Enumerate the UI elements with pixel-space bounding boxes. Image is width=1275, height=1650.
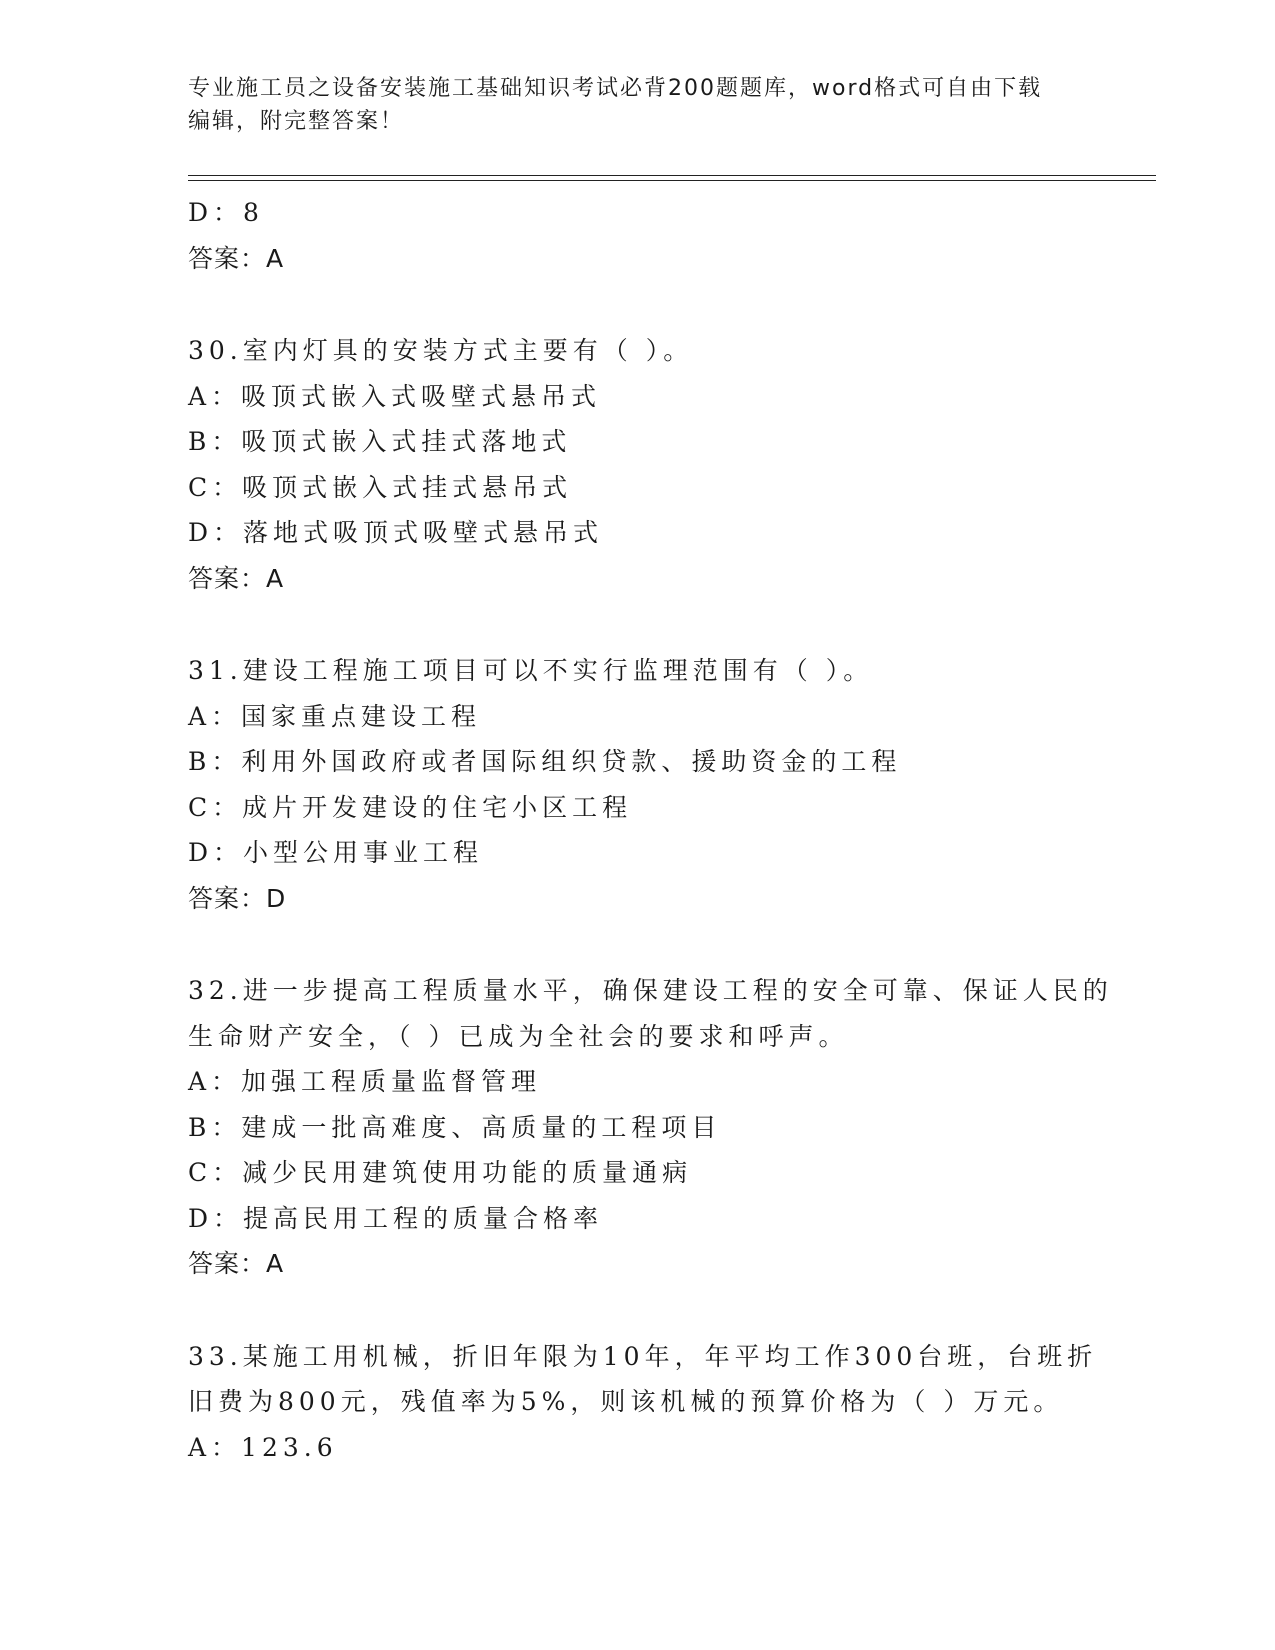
question-stem: 30.室内灯具的安装方式主要有（ ）。: [188, 336, 694, 365]
option-d: D：落地式吸顶式吸壁式悬吊式: [188, 518, 604, 547]
option-a: A：123.6: [188, 1432, 338, 1462]
question-stem-line-2: 旧费为800元，残值率为5%，则该机械的预算价格为（ ）万元。: [188, 1387, 1064, 1416]
question-30: [188, 281, 1088, 601]
option-a: A：加强工程质量监督管理: [188, 1067, 542, 1096]
answer: 答案：A: [188, 1249, 285, 1278]
question-32: [188, 921, 1113, 1287]
question-stem-line-2: 生命财产安全，（ ）已成为全社会的要求和呼声。: [188, 1021, 849, 1051]
option-c: C：减少民用建筑使用功能的质量通病: [188, 1158, 693, 1187]
option-d: D：小型公用事业工程: [188, 838, 484, 867]
carryover-answer: 答案：A: [188, 243, 285, 273]
question-stem-line-1: 32.进一步提高工程质量水平，确保建设工程的安全可靠、保证人民的: [188, 976, 1113, 1005]
answer: 答案：A: [188, 563, 285, 593]
header-divider-bottom: [188, 180, 1156, 181]
document-header: [188, 72, 1068, 138]
option-a: A：国家重点建设工程: [188, 701, 482, 731]
question-stem-line-1: 33.某施工用机械，折旧年限为10年，年平均工作300台班，台班折: [188, 1341, 1098, 1371]
question-list: [188, 190, 1113, 1470]
question-stem: 31.建设工程施工项目可以不实行监理范围有（ ）。: [188, 656, 874, 685]
answer: 答案：D: [188, 883, 287, 913]
option-b: B：建成一批高难度、高质量的工程项目: [188, 1112, 722, 1142]
option-c: C：吸顶式嵌入式挂式悬吊式: [188, 472, 573, 502]
header-title-line-2: 编辑，附完整答案！: [188, 109, 405, 134]
question-31: [188, 601, 1088, 921]
header-divider-top: [188, 175, 1156, 176]
question-33: [188, 1287, 1098, 1471]
option-b: B：吸顶式嵌入式挂式落地式: [188, 427, 572, 456]
header-title-line-1: 专业施工员之设备安装施工基础知识考试必背200题题库，word格式可自由下载: [188, 76, 1043, 101]
option-b: B：利用外国政府或者国际组织贷款、援助资金的工程: [188, 747, 902, 776]
option-a: A：吸顶式嵌入式吸壁式悬吊式: [188, 381, 602, 411]
carryover-option-d: D：8: [188, 198, 264, 227]
option-d: D：提高民用工程的质量合格率: [188, 1203, 604, 1233]
option-c: C：成片开发建设的住宅小区工程: [188, 792, 633, 822]
